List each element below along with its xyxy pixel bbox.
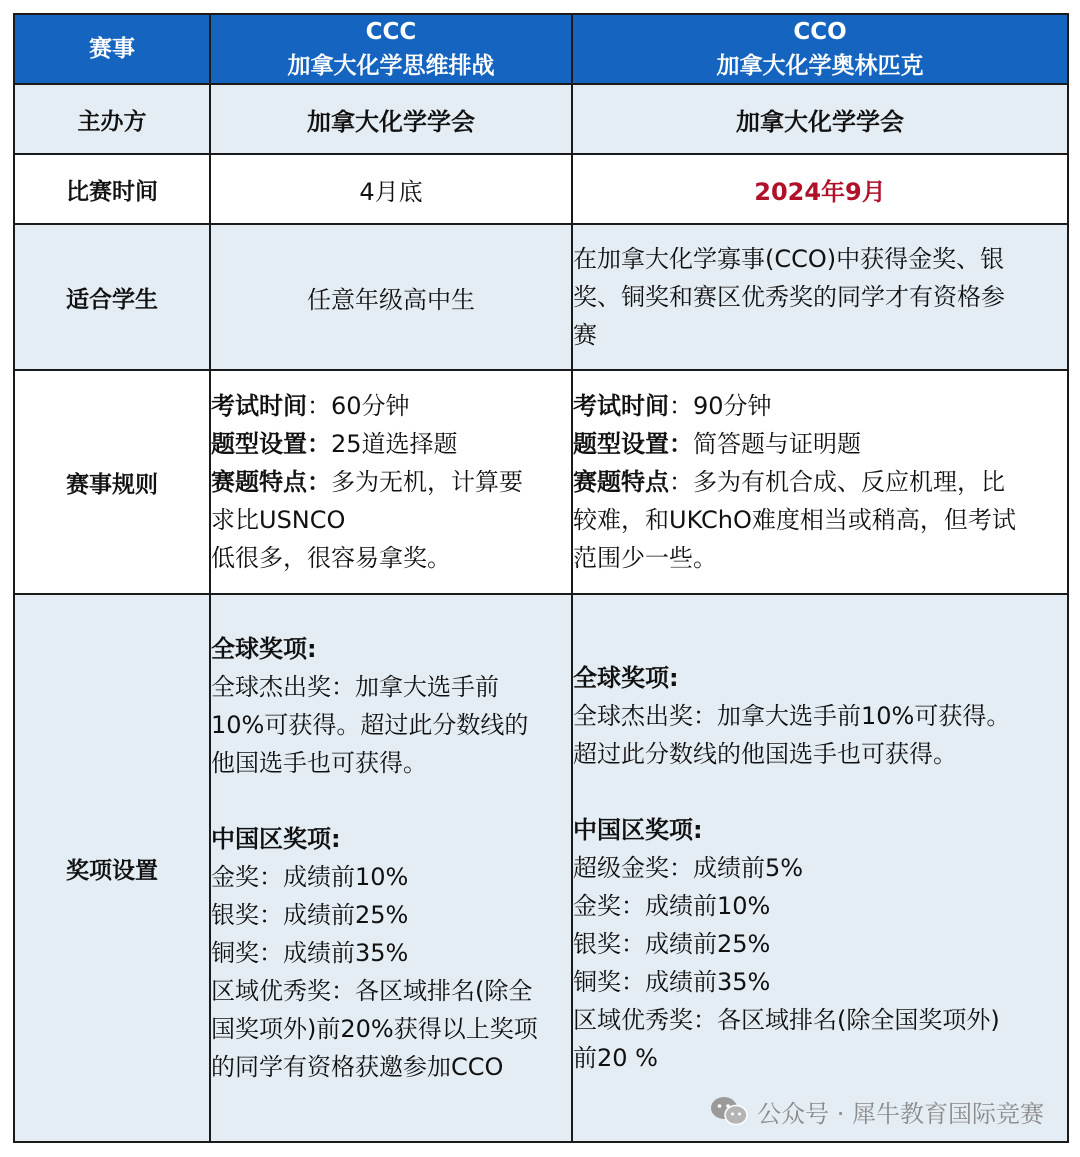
cco-feature-line: 范围少一些。 [573, 544, 717, 572]
rules-label: 赛事规则 [14, 370, 210, 594]
cco-feature-label: 赛题特点 [573, 468, 669, 496]
awards-label: 奖项设置 [14, 594, 210, 1142]
row-organizer [14, 84, 1068, 154]
header-row [14, 14, 1068, 84]
row-awards [14, 594, 1068, 1142]
wechat-icon [709, 1095, 749, 1129]
ccc-format-value: 25道选择题 [331, 430, 458, 458]
awards-ccc [210, 594, 572, 1142]
ccc-china-line: 区域优秀奖：各区域排名(除全 [211, 977, 533, 1005]
awards-cco [572, 594, 1068, 1142]
comparison-table [13, 13, 1069, 1143]
ccc-china-line: 金奖：成绩前10% [211, 863, 409, 891]
ccc-china-title: 中国区奖项: [211, 825, 341, 853]
ccc-feature-label: 赛题特点： [211, 468, 331, 496]
row-time [14, 154, 1068, 224]
ccc-duration-label: 考试时间 [211, 392, 307, 420]
time-label: 比赛时间 [14, 154, 210, 224]
eligibility-ccc: 任意年级高中生 [210, 224, 572, 370]
ccc-china-line: 的同学有资格获邀参加CCO [211, 1053, 504, 1081]
cco-china-line: 超级金奖：成绩前5% [573, 854, 804, 882]
cco-duration-value: ：90分钟 [669, 392, 772, 420]
rules-cco [572, 370, 1068, 594]
ccc-feature-line: 低很多，很容易拿奖。 [211, 544, 451, 572]
ccc-duration-value: ：60分钟 [307, 392, 410, 420]
ccc-global-line: 他国选手也可获得。 [211, 749, 427, 777]
ccc-china-line: 国奖项外)前20%获得以上奖项 [211, 1015, 538, 1043]
eligibility-label: 适合学生 [14, 224, 210, 370]
ccc-format-label: 题型设置： [211, 430, 331, 458]
ccc-feature-line: 求比USNCO [211, 506, 346, 534]
organizer-cco: 加拿大化学学会 [572, 84, 1068, 154]
header-cco [572, 14, 1068, 84]
header-label: 赛事 [14, 14, 210, 84]
cco-global-line: 全球杰出奖：加拿大选手前10%可获得。 [573, 702, 1011, 730]
watermark-text: 公众号 · 犀牛教育国际竞赛 [757, 1100, 1044, 1128]
cco-format-value: 简答题与证明题 [693, 430, 861, 458]
cco-china-line: 前20 % [573, 1044, 658, 1072]
eligibility-cco-line: 赛 [573, 321, 597, 349]
cco-name: 加拿大化学奥林匹克 [716, 53, 924, 79]
organizer-ccc: 加拿大化学学会 [210, 84, 572, 154]
ccc-code: CCC [365, 19, 417, 45]
cco-feature-line: ：多为有机合成、反应机理，比 [669, 468, 1005, 496]
eligibility-cco-line: 奖、铜奖和赛区优秀奖的同学才有资格参 [573, 283, 1005, 311]
cco-china-line: 银奖：成绩前25% [573, 930, 771, 958]
time-cco: 2024年9月 [572, 154, 1068, 224]
time-ccc: 4月底 [210, 154, 572, 224]
cco-global-line: 超过此分数线的他国选手也可获得。 [573, 740, 957, 768]
row-eligibility [14, 224, 1068, 370]
cco-china-title: 中国区奖项: [573, 816, 703, 844]
eligibility-cco [572, 224, 1068, 370]
ccc-name: 加拿大化学思维排战 [287, 53, 495, 79]
cco-code: CCO [793, 19, 847, 45]
cco-china-line: 铜奖：成绩前35% [573, 968, 771, 996]
cco-china-line: 金奖：成绩前10% [573, 892, 771, 920]
ccc-china-line: 银奖：成绩前25% [211, 901, 409, 929]
ccc-feature-line: 多为无机，计算要 [331, 468, 523, 496]
ccc-china-line: 铜奖：成绩前35% [211, 939, 409, 967]
cco-china-line: 区域优秀奖：各区域排名(除全国奖项外) [573, 1006, 1000, 1034]
rules-ccc [210, 370, 572, 594]
ccc-global-line: 全球杰出奖：加拿大选手前 [211, 673, 499, 701]
ccc-global-title: 全球奖项: [211, 635, 317, 663]
cco-feature-line: 较难，和UKChO难度相当或稍高，但考试 [573, 506, 1016, 534]
cco-duration-label: 考试时间 [573, 392, 669, 420]
organizer-label: 主办方 [14, 84, 210, 154]
row-rules [14, 370, 1068, 594]
cco-format-label: 题型设置： [573, 430, 693, 458]
header-ccc [210, 14, 572, 84]
eligibility-cco-line: 在加拿大化学寡事(CCO)中获得金奖、银 [573, 245, 1005, 273]
cco-global-title: 全球奖项: [573, 664, 679, 692]
ccc-global-line: 10%可获得。超过此分数线的 [211, 711, 529, 739]
watermark [709, 1094, 1044, 1129]
